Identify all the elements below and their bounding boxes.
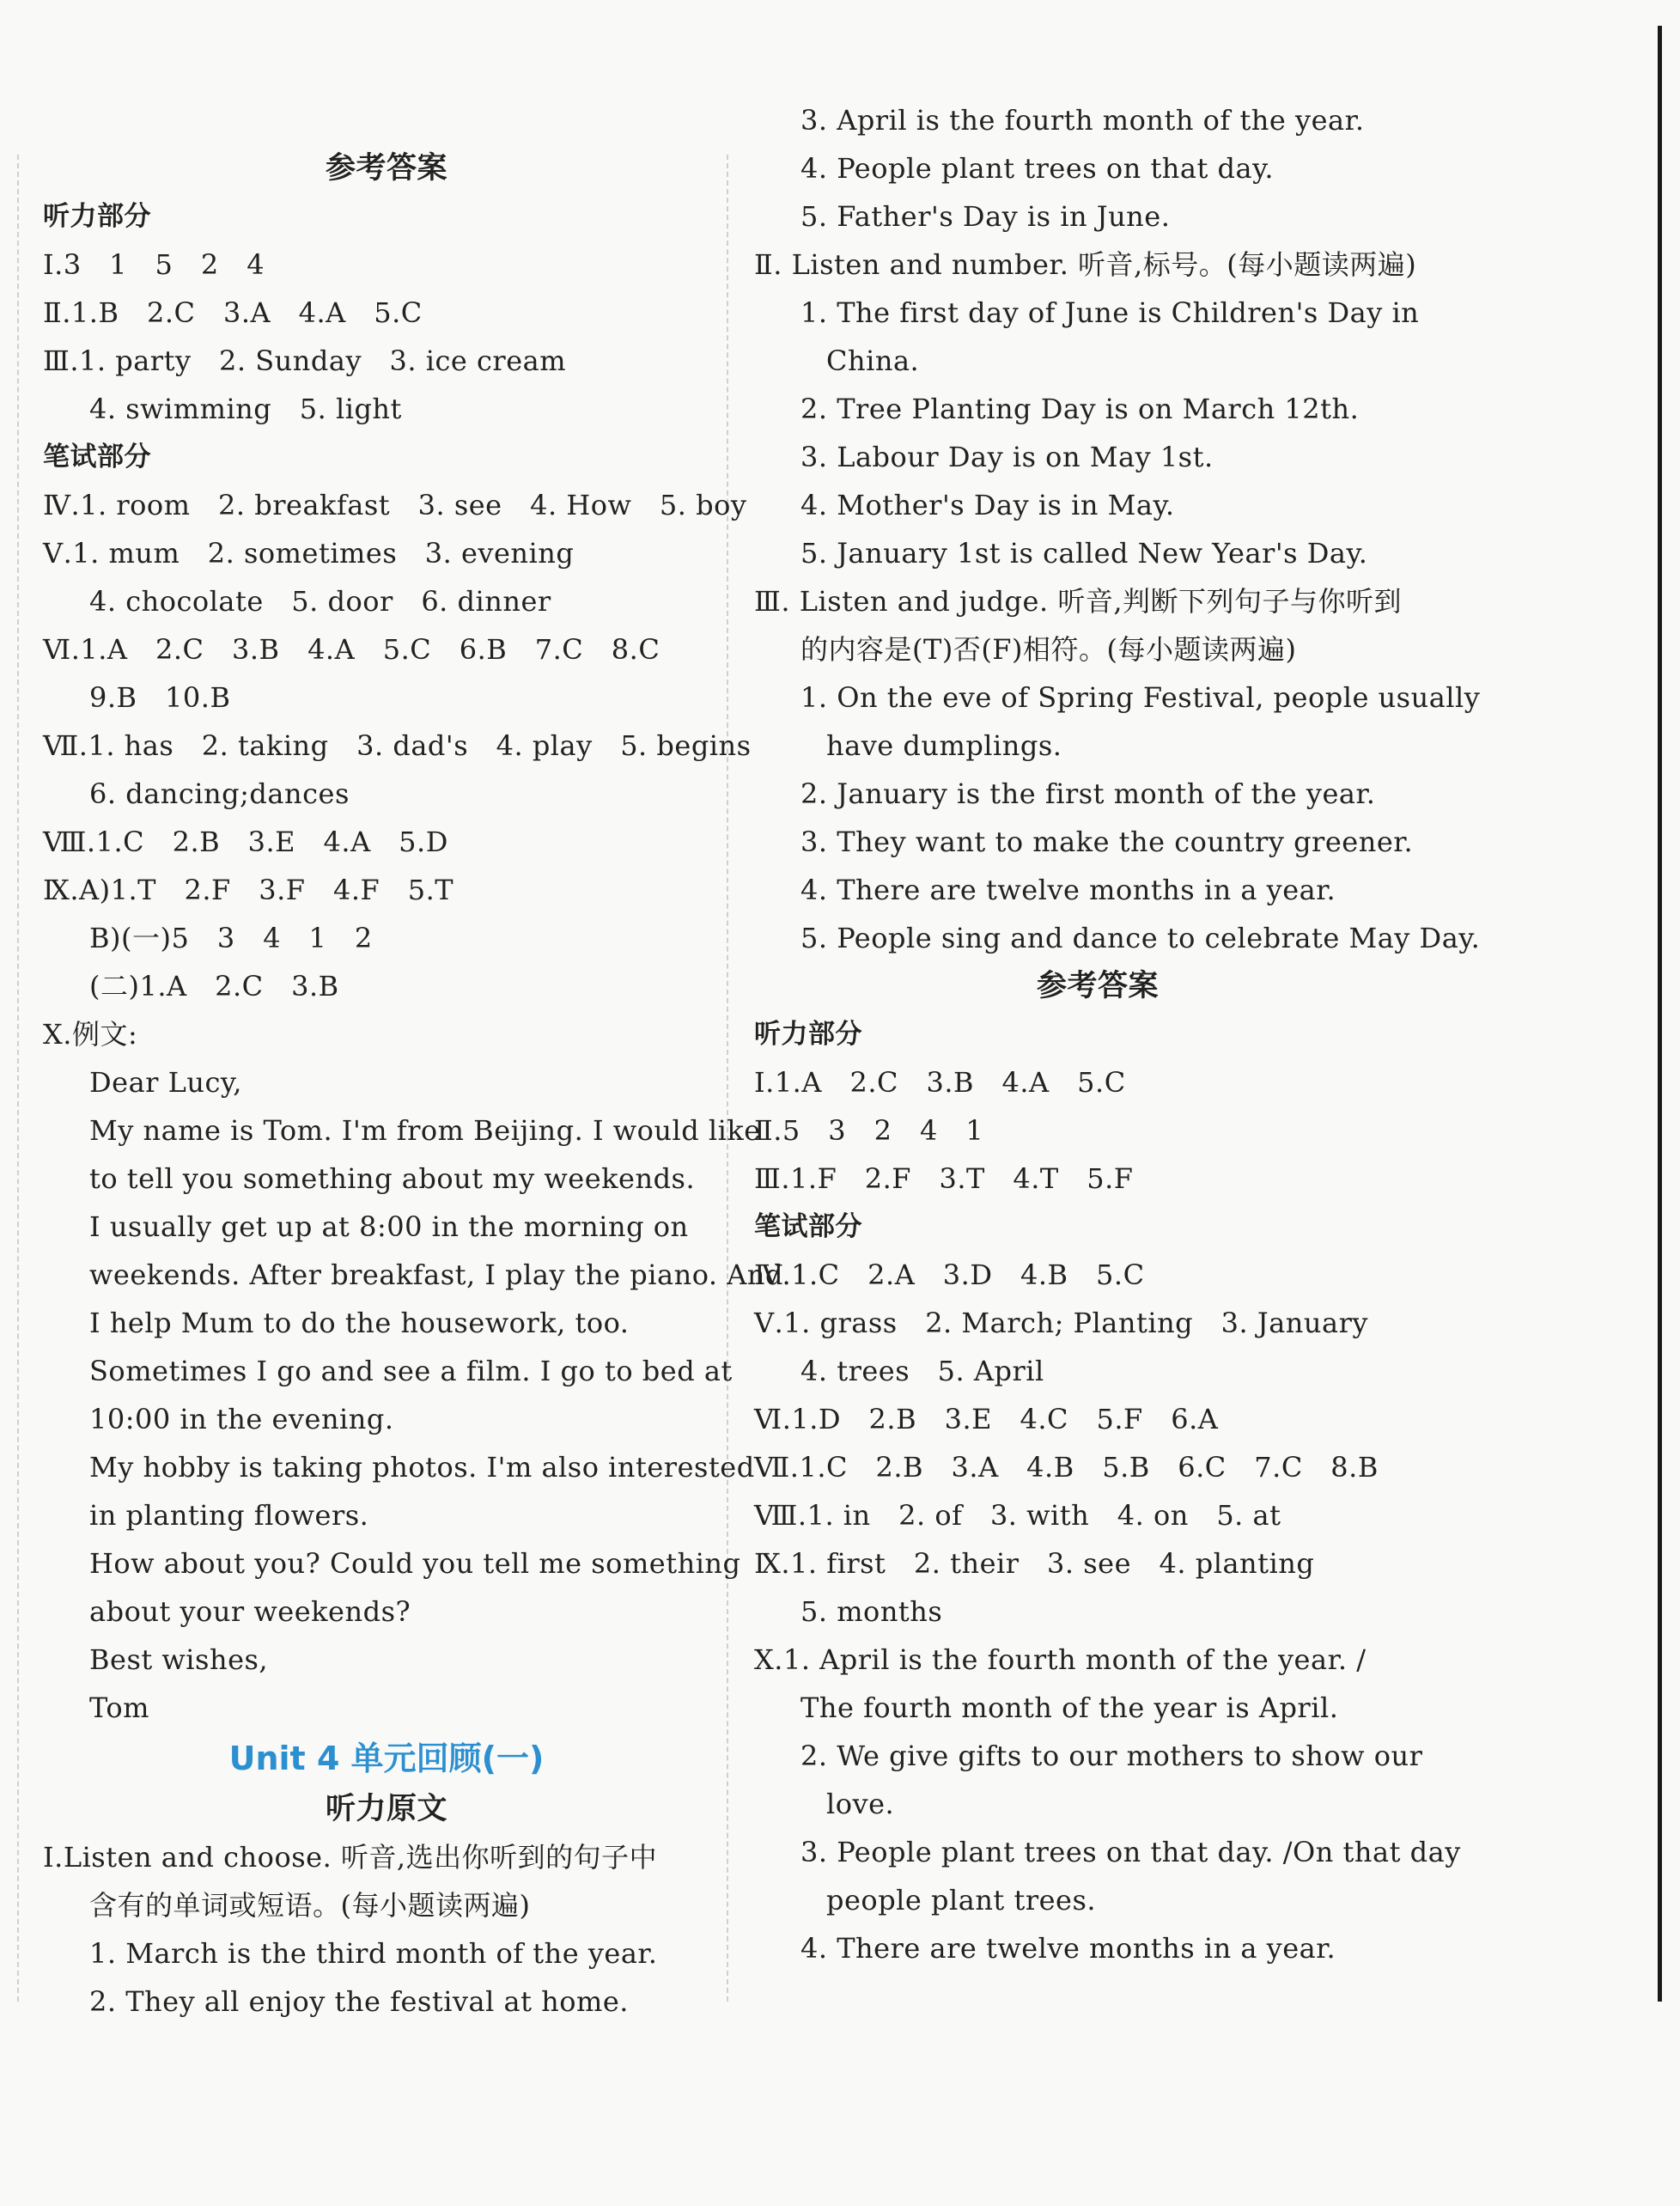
script-line: 5. People sing and dance to celebrate May Day. <box>800 922 1481 954</box>
letter-line: Tom <box>89 1691 149 1724</box>
left-margin-line <box>17 155 19 2002</box>
listening-heading: 听力部分 <box>754 1019 862 1050</box>
script-line: 2. They all enjoy the festival at home. <box>89 1985 629 2018</box>
answer-line: Ⅸ.1. first 2. their 3. see 4. planting <box>754 1547 1315 1580</box>
script-heading: 听力原文 <box>325 1792 447 1826</box>
script-line: 的内容是(T)否(F)相符。(每小题读两遍) <box>800 633 1297 666</box>
answer-line: B)(一)5 3 4 1 2 <box>89 922 373 954</box>
letter-line: to tell you something about my weekends. <box>89 1162 696 1195</box>
answer-line: Ⅲ.1.F 2.F 3.T 4.T 5.F <box>754 1162 1134 1195</box>
page-edge-line <box>1658 26 1662 2002</box>
script-line: 含有的单词或短语。(每小题读两遍) <box>89 1889 531 1922</box>
letter-line: How about you? Could you tell me something <box>89 1547 741 1580</box>
letter-line: Dear Lucy, <box>89 1066 242 1099</box>
answer-line: Ⅴ.1. mum 2. sometimes 3. evening <box>43 537 575 570</box>
answer-line: 2. We give gifts to our mothers to show our <box>800 1740 1423 1772</box>
letter-line: I usually get up at 8:00 in the morning on <box>89 1210 689 1243</box>
answer-line: Ⅵ.1.D 2.B 3.E 4.C 5.F 6.A <box>754 1403 1219 1435</box>
script-line: Ⅲ. Listen and judge. 听音,判断下列句子与你听到 <box>754 585 1402 618</box>
written-heading: 笔试部分 <box>754 1211 862 1242</box>
letter-line: about your weekends? <box>89 1595 411 1628</box>
script-line: Ⅰ.Listen and choose. 听音,选出你听到的句子中 <box>43 1841 658 1874</box>
answer-line: Ⅹ.例文: <box>43 1018 138 1051</box>
script-line: 3. Labour Day is on May 1st. <box>800 441 1214 473</box>
script-line: 4. People plant trees on that day. <box>800 152 1275 185</box>
answer-line: (二)1.A 2.C 3.B <box>89 970 339 1002</box>
answer-line: Ⅰ.3 1 5 2 4 <box>43 248 265 281</box>
script-line: 5. January 1st is called New Year's Day. <box>800 537 1368 570</box>
letter-line: My name is Tom. I'm from Beijing. I would like <box>89 1114 761 1147</box>
answer-line: Ⅶ.1.C 2.B 3.A 4.B 5.B 6.C 7.C 8.B <box>754 1451 1379 1484</box>
answer-line: love. <box>826 1788 895 1820</box>
answer-line: 3. People plant trees on that day. /On that day <box>800 1836 1461 1868</box>
answer-line: Ⅳ.1.C 2.A 3.D 4.B 5.C <box>754 1258 1145 1291</box>
left-column <box>43 144 783 2026</box>
answer-line: Ⅵ.1.A 2.C 3.B 4.A 5.C 6.B 7.C 8.C <box>43 633 660 666</box>
script-line: 3. April is the fourth month of the year. <box>800 104 1365 137</box>
letter-line: weekends. After breakfast, I play the piano. And <box>89 1258 783 1291</box>
script-line: Ⅱ. Listen and number. 听音,标号。(每小题读两遍) <box>754 248 1417 281</box>
answer-title: 参考答案 <box>1036 969 1159 1003</box>
unit-title: Unit 4 单元回顾(一) <box>228 1740 545 1777</box>
answer-line: 9.B 10.B <box>89 681 231 714</box>
written-heading: 笔试部分 <box>43 442 151 472</box>
answer-line: 5. months <box>800 1595 943 1628</box>
answer-line: Ⅲ.1. party 2. Sunday 3. ice cream <box>43 344 567 377</box>
answer-line: Ⅶ.1. has 2. taking 3. dad's 4. play 5. begins <box>43 729 752 762</box>
script-line: China. <box>826 344 920 377</box>
listening-heading: 听力部分 <box>43 201 151 232</box>
script-line: 1. March is the third month of the year. <box>89 1937 658 1970</box>
script-line: 1. The first day of June is Children's Day in <box>800 296 1420 329</box>
script-line: 3. They want to make the country greener. <box>800 826 1414 858</box>
script-line: 4. There are twelve months in a year. <box>800 874 1336 906</box>
letter-line: Best wishes, <box>89 1643 269 1676</box>
script-line: 2. Tree Planting Day is on March 12th. <box>800 393 1360 425</box>
answer-line: Ⅱ.5 3 2 4 1 <box>754 1114 984 1147</box>
answer-line: 4. trees 5. April <box>800 1355 1044 1387</box>
answer-line: people plant trees. <box>826 1884 1097 1917</box>
letter-line: I help Mum to do the housework, too. <box>89 1307 630 1339</box>
letter-line: in planting flowers. <box>89 1499 369 1532</box>
answer-line: 4. swimming 5. light <box>89 393 402 425</box>
answer-title: 参考答案 <box>325 151 447 186</box>
letter-line: Sometimes I go and see a film. I go to bed at <box>89 1355 733 1387</box>
answer-line: 4. chocolate 5. door 6. dinner <box>89 585 551 618</box>
answer-line: Ⅱ.1.B 2.C 3.A 4.A 5.C <box>43 296 423 329</box>
script-line: have dumplings. <box>826 729 1062 762</box>
letter-line: 10:00 in the evening. <box>89 1403 394 1435</box>
answer-line: Ⅷ.1.C 2.B 3.E 4.A 5.D <box>43 826 448 858</box>
right-column <box>754 104 1481 1972</box>
answer-line: The fourth month of the year is April. <box>800 1691 1339 1724</box>
answer-line: 6. dancing;dances <box>89 777 350 810</box>
answer-line: Ⅷ.1. in 2. of 3. with 4. on 5. at <box>754 1499 1281 1532</box>
answer-line: 4. There are twelve months in a year. <box>800 1932 1336 1965</box>
script-line: 2. January is the first month of the year. <box>800 777 1376 810</box>
answer-line: Ⅳ.1. room 2. breakfast 3. see 4. How 5. boy <box>43 489 747 521</box>
script-line: 4. Mother's Day is in May. <box>800 489 1175 521</box>
script-line: 5. Father's Day is in June. <box>800 200 1171 233</box>
letter-line: My hobby is taking photos. I'm also interested <box>89 1451 755 1484</box>
answer-line: Ⅰ.1.A 2.C 3.B 4.A 5.C <box>754 1066 1126 1099</box>
answer-line: Ⅹ.1. April is the fourth month of the year. / <box>754 1643 1367 1676</box>
answer-line: Ⅴ.1. grass 2. March; Planting 3. January <box>754 1307 1368 1339</box>
answer-line: Ⅸ.A)1.T 2.F 3.F 4.F 5.T <box>43 874 454 906</box>
script-line: 1. On the eve of Spring Festival, people usually <box>800 681 1481 714</box>
